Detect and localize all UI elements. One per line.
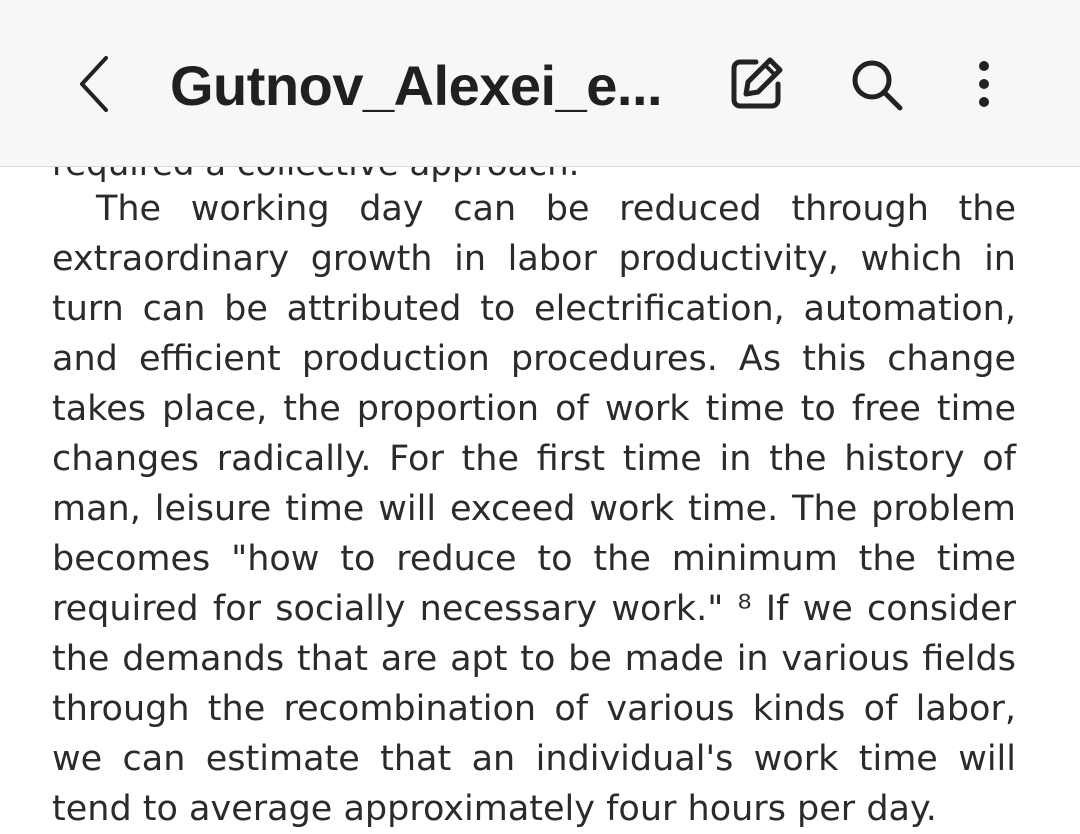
text-line: required for socially necessary work." ⁸ If we consider: [52, 589, 1016, 629]
text-line: extraordinary growth in labor productivity, which in: [52, 239, 1016, 279]
search-button[interactable]: [842, 50, 910, 118]
text-line: the demands that are apt to be made in various fields: [52, 639, 1016, 679]
search-icon: [846, 54, 906, 114]
text-line: turn can be attributed to electrification, automation,: [52, 289, 1016, 329]
text-line: becomes "how to reduce to the minimum the time: [52, 539, 1016, 579]
text-line: we can estimate that an individual's work time will: [52, 739, 1016, 779]
more-vertical-icon: [974, 54, 994, 114]
edit-button[interactable]: [722, 50, 790, 118]
back-button[interactable]: [62, 52, 126, 116]
chevron-left-icon: [74, 52, 114, 116]
document-title: Gutnov_Alexei_e...: [170, 54, 663, 117]
more-options-button[interactable]: [950, 50, 1018, 118]
document-page[interactable]: [0, 166, 1080, 829]
text-line: through the recombination of various kinds of labor,: [52, 689, 1016, 729]
top-app-bar: [0, 0, 1080, 167]
text-line: takes place, the proportion of work time to free time: [52, 389, 1016, 429]
text-line: The working day can be reduced through the: [96, 189, 1016, 229]
text-line: man, leisure time will exceed work time. The problem: [52, 489, 1016, 529]
text-line: tend to average approximately four hours per day.: [52, 789, 937, 829]
text-line: and efficient production procedures. As this change: [52, 339, 1016, 379]
text-line: changes radically. For the first time in the history of: [52, 439, 1016, 479]
paragraph: [52, 184, 1016, 834]
edit-icon: [726, 54, 786, 114]
